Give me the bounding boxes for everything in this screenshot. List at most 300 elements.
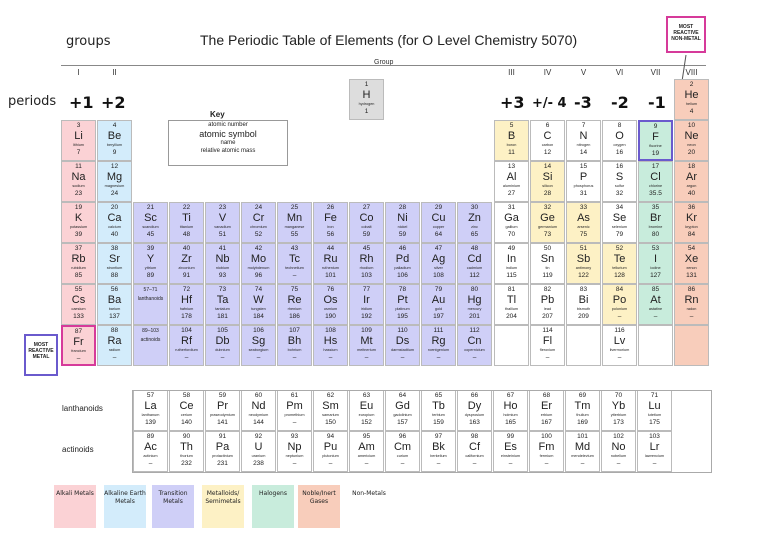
element-number: 66 xyxy=(470,392,479,399)
element-mass: 20 xyxy=(687,149,696,156)
element-name: indium xyxy=(505,266,518,270)
element-cell xyxy=(169,202,204,243)
element-symbol: Sm xyxy=(322,400,339,412)
element-symbol: Na xyxy=(71,171,86,183)
charge-label: +3 xyxy=(500,93,525,112)
element-mass: 103 xyxy=(361,272,372,279)
element-symbol: Ds xyxy=(395,335,410,347)
element-number: 103 xyxy=(649,433,660,440)
element-name: boron xyxy=(506,143,517,147)
element-mass: – xyxy=(544,460,549,467)
element-name: iridium xyxy=(360,307,373,311)
element-name: chlorine xyxy=(648,184,663,188)
element-mass: – xyxy=(184,354,189,361)
element-symbol: Po xyxy=(612,294,627,306)
element-symbol: Se xyxy=(612,212,627,224)
element-symbol: Ga xyxy=(504,212,519,224)
element-cell xyxy=(205,202,240,243)
element-name: thorium xyxy=(180,454,193,458)
element-name: nickel xyxy=(397,225,408,229)
series-name: lanthanoids xyxy=(137,296,164,302)
element-mass: 137 xyxy=(109,313,120,320)
element-cell xyxy=(61,284,96,325)
element-name: fluorine xyxy=(649,144,662,148)
element-number: 74 xyxy=(254,286,263,293)
element-name: tin xyxy=(545,266,550,270)
element-name: zirconium xyxy=(178,266,195,270)
element-symbol: Li xyxy=(74,130,83,142)
element-symbol: Kr xyxy=(686,212,697,224)
charge-label: +2 xyxy=(101,93,126,112)
element-symbol: U xyxy=(254,441,263,453)
element-cell xyxy=(530,161,565,202)
element-mass: 79 xyxy=(615,231,624,238)
element-mass: – xyxy=(400,354,405,361)
element-mass: 11 xyxy=(508,149,515,156)
element-name: lead xyxy=(543,307,552,311)
charge-label: -2 xyxy=(611,93,629,112)
element-number: 55 xyxy=(74,286,83,293)
element-number: 8 xyxy=(617,122,622,129)
element-name: carbon xyxy=(541,143,554,147)
element-name: hafnium xyxy=(179,307,194,311)
roman-numeral: IV xyxy=(543,68,552,77)
element-symbol: Ir xyxy=(363,294,370,306)
element-mass: – xyxy=(580,460,585,467)
element-cell xyxy=(602,325,637,366)
element-symbol: K xyxy=(74,212,83,224)
legend-item: Transition Metals xyxy=(152,485,194,528)
element-symbol: Cf xyxy=(469,441,480,453)
element-number: 70 xyxy=(614,392,623,399)
element-name: iron xyxy=(327,225,334,229)
element-name: gallium xyxy=(505,225,518,229)
element-symbol: Lv xyxy=(613,335,626,347)
charge-label: -1 xyxy=(648,93,666,112)
element-cell xyxy=(205,325,240,366)
element-number: 15 xyxy=(579,163,588,170)
element-number: 11 xyxy=(75,163,82,170)
element-number: 26 xyxy=(326,204,335,211)
element-mass: 150 xyxy=(325,419,336,426)
element-name: plutonium xyxy=(322,454,339,458)
element-cell xyxy=(674,202,709,243)
element-number: 44 xyxy=(326,245,335,252)
element-number: 85 xyxy=(651,286,660,293)
element-mass: – xyxy=(653,313,658,320)
element-number: 53 xyxy=(651,245,660,252)
element-name: astatine xyxy=(648,307,663,311)
element-mass: 127 xyxy=(650,272,661,279)
f-block-frame xyxy=(132,390,712,473)
element-number: 2 xyxy=(689,81,694,88)
element-cell xyxy=(638,284,673,325)
element-symbol: Es xyxy=(504,441,517,453)
element-name: molybdenum xyxy=(247,266,270,270)
element-mass: 106 xyxy=(397,272,408,279)
element-name: actinium xyxy=(143,454,158,458)
element-mass: 28 xyxy=(543,190,552,197)
element-symbol: V xyxy=(218,212,227,224)
element-mass: 84 xyxy=(687,231,696,238)
element-name: radon xyxy=(686,307,697,311)
element-number: 39 xyxy=(146,245,155,252)
element-cell xyxy=(97,161,132,202)
element-cell xyxy=(457,284,492,325)
element-mass: 55 xyxy=(290,231,299,238)
element-number: 37 xyxy=(74,245,83,252)
element-name: tungsten xyxy=(251,307,266,311)
element-mass: 131 xyxy=(686,272,697,279)
element-symbol: S xyxy=(615,171,624,183)
element-symbol: Nb xyxy=(215,253,230,265)
charge-label: +/- 4 xyxy=(532,96,567,111)
element-number: 34 xyxy=(615,204,624,211)
element-mass: 27 xyxy=(507,190,516,197)
element-name: darmstadtium xyxy=(390,348,414,352)
element-name: uranium xyxy=(251,454,266,458)
element-mass: 190 xyxy=(325,313,336,320)
element-mass: 64 xyxy=(434,231,443,238)
element-cell xyxy=(638,243,673,284)
element-mass: 128 xyxy=(614,272,625,279)
element-cell xyxy=(602,202,637,243)
element-mass: – xyxy=(220,354,225,361)
element-symbol: Cr xyxy=(252,212,265,224)
element-mass: 65 xyxy=(470,231,479,238)
element-number: 7 xyxy=(581,122,586,129)
element-symbol: As xyxy=(577,212,590,224)
element-mass: – xyxy=(617,354,622,361)
element-cell xyxy=(313,284,348,325)
element-cell xyxy=(169,243,204,284)
element-name: berkelium xyxy=(430,454,447,458)
element-number: 95 xyxy=(362,433,371,440)
element-mass: – xyxy=(112,354,117,361)
element-name: einsteinium xyxy=(500,454,521,458)
element-name: flerovium xyxy=(539,348,556,352)
element-number: 35 xyxy=(651,204,660,211)
element-mass: 52 xyxy=(254,231,263,238)
element-number: 71 xyxy=(650,392,659,399)
element-number: 72 xyxy=(182,286,191,293)
element-symbol: I xyxy=(653,253,658,265)
legend-item: Metalloids/ Semimetals xyxy=(202,485,244,528)
element-symbol: Ba xyxy=(107,294,122,306)
element-number: 58 xyxy=(182,392,191,399)
element-name: nobelium xyxy=(610,454,627,458)
element-symbol: Ti xyxy=(182,212,191,224)
element-number: 32 xyxy=(543,204,552,211)
element-number: 18 xyxy=(687,163,696,170)
element-cell xyxy=(494,202,529,243)
element-symbol: Hf xyxy=(181,294,192,306)
element-mass: – xyxy=(292,354,297,361)
element-number: 98 xyxy=(470,433,479,440)
element-symbol: Sc xyxy=(144,212,157,224)
element-symbol: Np xyxy=(287,441,302,453)
element-cell xyxy=(457,243,492,284)
element-symbol: Cu xyxy=(431,212,446,224)
element-number: 96 xyxy=(398,433,407,440)
element-symbol: Er xyxy=(541,400,552,412)
element-symbol: Lr xyxy=(649,441,660,453)
element-name: francium xyxy=(71,349,86,353)
element-number: 3 xyxy=(76,122,81,129)
element-mass: – xyxy=(400,460,405,467)
element-mass: – xyxy=(328,460,333,467)
element-cell xyxy=(205,284,240,325)
element-number: 6 xyxy=(545,122,550,129)
element-number: 13 xyxy=(507,163,516,170)
element-cell xyxy=(457,325,492,366)
element-symbol: Te xyxy=(613,253,626,265)
element-symbol: Mt xyxy=(360,335,373,347)
element-cell xyxy=(530,202,565,243)
element-symbol: At xyxy=(650,294,661,306)
element-cell xyxy=(61,120,96,161)
element-symbol: Eu xyxy=(359,400,374,412)
element-name: nitrogen xyxy=(576,143,591,147)
element-number: 24 xyxy=(254,204,263,211)
element-mass: 157 xyxy=(397,419,408,426)
element-number: 111 xyxy=(433,327,444,334)
element-number: 9 xyxy=(653,123,658,130)
element-name: holmium xyxy=(503,413,518,417)
element-number: 92 xyxy=(254,433,263,440)
element-cell xyxy=(638,161,673,202)
element-number: 105 xyxy=(217,327,228,334)
element-name: palladium xyxy=(394,266,411,270)
element-number: 64 xyxy=(398,392,407,399)
element-symbol: Be xyxy=(107,130,122,142)
element-number: 49 xyxy=(507,245,516,252)
element-cell xyxy=(494,284,529,325)
element-cell xyxy=(566,120,601,161)
element-name: praseodymium xyxy=(210,413,235,417)
element-cell xyxy=(277,202,312,243)
element-cell xyxy=(169,325,204,366)
element-number: 91 xyxy=(218,433,227,440)
element-name: xenon xyxy=(686,266,697,270)
element-cell xyxy=(638,120,673,161)
element-cell xyxy=(602,161,637,202)
element-name: cobalt xyxy=(361,225,372,229)
element-symbol: Pb xyxy=(540,294,555,306)
element-cell xyxy=(674,79,709,120)
element-mass: 88 xyxy=(110,272,119,279)
element-cell xyxy=(494,161,529,202)
element-number: 97 xyxy=(434,433,443,440)
element-symbol: Si xyxy=(542,171,553,183)
empty-cell xyxy=(638,325,673,366)
element-name: dubnium xyxy=(215,348,230,352)
element-name: rutherfordium xyxy=(175,348,198,352)
element-number: 79 xyxy=(434,286,443,293)
element-name: neptunium xyxy=(285,454,304,458)
element-cell xyxy=(313,325,348,366)
element-mass: 51 xyxy=(218,231,227,238)
element-name: strontium xyxy=(106,266,123,270)
element-number: 50 xyxy=(543,245,552,252)
element-name: hassium xyxy=(323,348,338,352)
element-cell xyxy=(133,243,168,284)
element-number: 107 xyxy=(289,327,300,334)
series-range: 89–103 xyxy=(142,328,159,334)
element-cell xyxy=(566,243,601,284)
element-mass: 40 xyxy=(687,190,696,197)
element-name: tantalum xyxy=(215,307,230,311)
element-symbol: Sr xyxy=(109,253,120,265)
element-number: 54 xyxy=(687,245,696,252)
element-symbol: Sg xyxy=(251,335,266,347)
empty-cell xyxy=(674,325,709,366)
element-mass: – xyxy=(256,354,261,361)
element-mass: 70 xyxy=(507,231,516,238)
element-symbol: Ge xyxy=(540,212,555,224)
element-cell xyxy=(494,243,529,284)
element-name: lawrencium xyxy=(644,454,665,458)
element-symbol: Al xyxy=(506,171,517,183)
element-mass: 32 xyxy=(615,190,624,197)
element-mass: 19 xyxy=(651,150,660,157)
element-symbol: Fe xyxy=(324,212,337,224)
element-mass: 112 xyxy=(469,272,480,279)
element-number: 20 xyxy=(110,204,119,211)
element-mass: 204 xyxy=(506,313,517,320)
element-symbol: Th xyxy=(180,441,193,453)
element-mass: 167 xyxy=(541,419,552,426)
element-name: technetium xyxy=(285,266,304,270)
element-symbol: Sn xyxy=(540,253,555,265)
empty-cell xyxy=(494,325,529,366)
element-number: 93 xyxy=(290,433,299,440)
element-symbol: Ce xyxy=(179,400,194,412)
legend-item: Noble/Inert Gases xyxy=(298,485,340,528)
element-mass: 35.5 xyxy=(649,190,662,197)
element-number: 36 xyxy=(687,204,696,211)
element-cell xyxy=(61,202,96,243)
element-cell xyxy=(241,243,276,284)
legend-item: Halogens xyxy=(252,485,294,528)
element-name: scandium xyxy=(142,225,159,229)
element-number: 60 xyxy=(254,392,263,399)
element-symbol: Mo xyxy=(250,253,267,265)
element-cell xyxy=(61,161,96,202)
roman-numeral: VI xyxy=(615,68,624,77)
element-number: 84 xyxy=(615,286,624,293)
element-symbol: Bk xyxy=(432,441,445,453)
element-cell xyxy=(602,243,637,284)
element-name: potassium xyxy=(69,225,88,229)
element-mass: 12 xyxy=(543,149,552,156)
element-number: 110 xyxy=(397,327,408,334)
element-name: erbium xyxy=(540,413,553,417)
element-mass: 24 xyxy=(110,190,119,197)
element-mass: 59 xyxy=(398,231,407,238)
element-symbol: Cl xyxy=(650,171,661,183)
element-number: 1 xyxy=(364,81,369,88)
element-mass: 165 xyxy=(505,419,516,426)
element-symbol: Ni xyxy=(397,212,408,224)
roman-numeral: III xyxy=(508,68,515,77)
element-name: europium xyxy=(358,413,375,417)
element-mass: 101 xyxy=(325,272,336,279)
element-name: argon xyxy=(686,184,697,188)
element-number: 87 xyxy=(74,328,83,335)
element-mass: 73 xyxy=(543,231,552,238)
groups-label: groups xyxy=(66,34,111,49)
element-cell xyxy=(566,202,601,243)
element-name: cerium xyxy=(180,413,193,417)
element-symbol: Cm xyxy=(393,441,412,453)
element-symbol: Md xyxy=(574,441,591,453)
element-mass: – xyxy=(328,354,333,361)
element-mass: 108 xyxy=(433,272,444,279)
element-number: 46 xyxy=(398,245,407,252)
element-name: titanium xyxy=(179,225,194,229)
element-name: sulfur xyxy=(614,184,625,188)
element-number: 61 xyxy=(290,392,299,399)
element-number: 16 xyxy=(615,163,624,170)
key-line: relative atomic mass xyxy=(200,148,256,154)
element-symbol: Ar xyxy=(686,171,697,183)
element-name: seaborgium xyxy=(248,348,269,352)
element-mass: 39 xyxy=(74,231,83,238)
element-symbol: Y xyxy=(146,253,155,265)
element-mass: – xyxy=(508,460,513,467)
element-symbol: Rh xyxy=(359,253,374,265)
element-number: 38 xyxy=(110,245,119,252)
element-number: 40 xyxy=(182,245,191,252)
element-number: 63 xyxy=(362,392,371,399)
element-mass: 119 xyxy=(542,272,553,279)
element-symbol: P xyxy=(579,171,588,183)
element-name: thallium xyxy=(504,307,519,311)
element-cell xyxy=(97,202,132,243)
element-mass: – xyxy=(436,460,441,467)
element-mass: 14 xyxy=(579,149,588,156)
element-name: copernicium xyxy=(464,348,485,352)
element-number: 81 xyxy=(507,286,516,293)
element-name: silver xyxy=(434,266,443,270)
element-number: 86 xyxy=(687,286,696,293)
element-name: beryllium xyxy=(106,143,123,147)
element-symbol: Zr xyxy=(181,253,192,265)
element-name: chromium xyxy=(250,225,267,229)
element-symbol: Bi xyxy=(578,294,589,306)
element-number: 22 xyxy=(182,204,191,211)
element-number: 65 xyxy=(434,392,443,399)
element-mass: – xyxy=(436,354,441,361)
element-number: 76 xyxy=(326,286,335,293)
element-mass: 45 xyxy=(146,231,155,238)
element-mass: 89 xyxy=(146,272,155,279)
element-symbol: Fl xyxy=(542,335,553,347)
element-name: oxygen xyxy=(613,143,626,147)
element-number: 47 xyxy=(434,245,443,252)
element-number: 41 xyxy=(218,245,227,252)
element-mass: – xyxy=(616,460,621,467)
element-number: 75 xyxy=(290,286,299,293)
element-name: curium xyxy=(396,454,409,458)
element-mass: – xyxy=(617,313,622,320)
element-name: yttrium xyxy=(144,266,157,270)
element-mass: 207 xyxy=(542,313,553,320)
element-name: phosphorus xyxy=(573,184,594,188)
series-ref-cell xyxy=(133,325,168,366)
element-symbol: Co xyxy=(359,212,374,224)
